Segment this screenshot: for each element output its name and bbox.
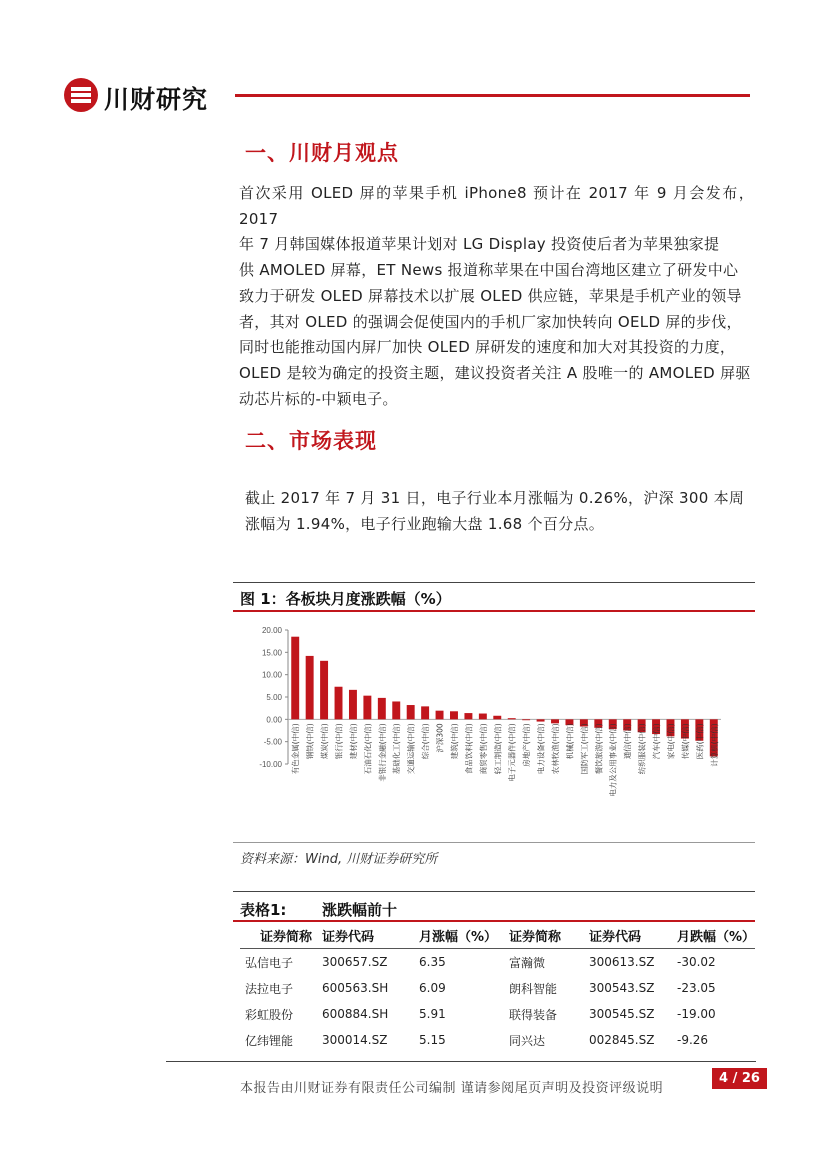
x-tick-label: 商贸零售(中信) <box>478 723 488 775</box>
column-header: 证券代码 <box>589 922 677 949</box>
figure-top-rule <box>233 582 755 583</box>
x-tick-label: 机械(中信) <box>565 723 575 760</box>
y-tick-label: 20.00 <box>261 626 282 635</box>
table-cell: 5.91 <box>419 1007 446 1021</box>
footer-disclaimer: 本报告由川财证券有限责任公司编制 谨请参阅尾页声明及投资评级说明 <box>240 1081 664 1096</box>
x-tick-label: 传媒(中信) <box>680 723 690 760</box>
y-tick-label: 0.00 <box>266 715 282 725</box>
table-header-row <box>240 922 755 949</box>
y-tick-label: 15.00 <box>261 648 282 658</box>
table-cell: -9.26 <box>677 1033 709 1047</box>
table-top-rule <box>233 891 755 892</box>
y-tick-label: 10.00 <box>261 670 282 680</box>
bar <box>335 687 343 720</box>
paragraph-line: 年 7 月韩国媒体报道苹果计划对 LG Display 投资使后者为苹果独家提 <box>239 235 720 254</box>
bar <box>421 706 429 719</box>
table-cell: 600563.SH <box>322 981 389 995</box>
x-tick-label: 沪深300 <box>435 723 445 753</box>
bar <box>493 716 501 720</box>
table-cell: 002845.SZ <box>589 1033 655 1047</box>
x-tick-label: 餐饮旅游(中信) <box>594 723 604 775</box>
x-tick-label: 家电(中信) <box>666 723 676 760</box>
x-tick-label: 银行(中信) <box>334 723 344 760</box>
x-tick-label: 钢铁(中信) <box>305 723 315 760</box>
x-tick-label: 电子元器件(中信) <box>507 723 517 782</box>
table-cell: 亿纬锂能 <box>245 1033 294 1048</box>
paragraph-line: 动芯片标的-中颖电子。 <box>239 389 398 408</box>
figure-title-rule <box>233 610 755 612</box>
x-tick-label: 轻工制造(中信) <box>493 723 503 775</box>
bar <box>407 705 415 719</box>
paragraph-line: OLED 是较为确定的投资主题，建议投资者关注 A 股唯一的 AMOLED 屏驱 <box>239 363 751 382</box>
bar <box>306 656 314 719</box>
bar <box>551 719 559 723</box>
footer-rule <box>166 1061 756 1062</box>
table-cell: 300014.SZ <box>322 1033 388 1047</box>
table-cell: 300657.SZ <box>322 955 388 969</box>
table-cell: 300613.SZ <box>589 955 655 969</box>
bar <box>479 714 487 720</box>
brand-logo-icon <box>64 78 98 112</box>
y-tick-label: -10.00 <box>259 760 282 769</box>
x-tick-label: 纺织服装(中信) <box>637 723 647 775</box>
section-1-body <box>239 181 754 412</box>
bar <box>522 719 530 720</box>
paragraph-line: 者，其对 OLED 的强调会促使国内的手机厂家加快转向 OELD 屏的步伐， <box>239 312 742 331</box>
table-row <box>240 1001 755 1027</box>
x-tick-label: 电力设备(中信) <box>536 723 546 775</box>
figure-source: 资料来源：Wind, 川财证券研究所 <box>240 852 438 867</box>
source-rule <box>233 842 755 843</box>
table-cell: 富瀚微 <box>509 955 546 970</box>
bar <box>392 701 400 719</box>
x-tick-label: 汽车(中信) <box>652 723 662 760</box>
column-header: 月涨幅（%） <box>419 922 509 949</box>
paragraph-line: 同时也能推动国内屏厂加快 OLED 屏研发的速度和加大对其投资的力度， <box>239 338 736 357</box>
y-tick-label: 5.00 <box>266 693 282 702</box>
table-cell: 600884.SH <box>322 1007 389 1021</box>
x-tick-label: 农林牧渔(中信) <box>551 723 561 775</box>
x-tick-label: 房地产(中信) <box>522 723 532 767</box>
table-cell: 300543.SZ <box>589 981 655 995</box>
x-tick-label: 非银行金融(中信) <box>377 723 387 782</box>
x-tick-label: 交通运输(中信) <box>406 723 416 775</box>
x-tick-label: 国防军工(中信) <box>579 723 589 775</box>
y-tick-label: -5.00 <box>263 737 282 747</box>
x-tick-label: 通信(中信) <box>623 723 633 760</box>
table-cell: 彩虹股份 <box>245 1007 294 1022</box>
bar <box>320 661 328 720</box>
x-tick-label: 食品饮料(中信) <box>464 723 474 775</box>
table-cell: 同兴达 <box>509 1033 546 1048</box>
bar <box>436 711 444 720</box>
header-rule <box>235 94 750 97</box>
paragraph-line: 截止 2017 年 7 月 31 日，电子行业本月涨幅为 0.26%，沪深 300 本周 <box>245 489 745 507</box>
bar <box>291 637 299 720</box>
table-subtitle: 涨跌幅前十 <box>322 901 398 919</box>
figure-title: 图 1：各板块月度涨跌幅（%） <box>240 590 451 608</box>
paragraph-line: 致力于研发 OLED 屏幕技术以扩展 OLED 供应链，苹果是手机产业的领导 <box>239 286 742 305</box>
bar <box>508 718 516 719</box>
table-cell: -23.05 <box>677 981 716 995</box>
x-tick-label: 煤炭(中信) <box>320 723 330 760</box>
table-title: 表格1: <box>240 901 287 919</box>
paragraph-line: 供 AMOLED 屏幕，ET News 报道称苹果在中国台湾地区建立了研发中心 <box>239 261 739 280</box>
column-header: 证券代码 <box>322 922 419 949</box>
table-cell: -19.00 <box>677 1007 716 1021</box>
x-tick-label: 石油石化(中信) <box>363 723 373 775</box>
column-header: 证券简称 <box>240 922 322 949</box>
x-tick-label: 电力及公用事业(中信) <box>608 723 618 797</box>
table-row <box>240 975 755 1001</box>
table-cell: 联得装备 <box>509 1007 558 1022</box>
bar <box>363 696 371 720</box>
table-cell: 5.15 <box>419 1033 446 1047</box>
column-header: 月跌幅（%） <box>677 922 755 949</box>
sector-change-bar-chart <box>233 615 755 840</box>
table-cell: -30.02 <box>677 955 716 969</box>
paragraph-line: 首次采用 OLED 屏的苹果手机 iPhone8 预计在 2017 年 9 月会发布，2017 <box>239 184 754 228</box>
table-cell: 6.35 <box>419 955 446 969</box>
x-tick-label: 医药(中信) <box>695 723 705 760</box>
x-tick-label: 综合(中信) <box>421 723 431 760</box>
paragraph-line: 涨幅为 1.94%，电子行业跑输大盘 1.68 个百分点。 <box>245 514 605 533</box>
section-2-body <box>245 486 755 537</box>
table-cell: 300545.SZ <box>589 1007 655 1021</box>
top-ten-table <box>240 922 755 1053</box>
column-header: 证券简称 <box>509 922 589 949</box>
bar <box>464 713 472 719</box>
bar <box>378 698 386 719</box>
x-tick-label: 建材(中信) <box>348 723 358 760</box>
brand-name: 川财研究 <box>104 85 209 114</box>
x-tick-label: 有色金属(中信) <box>291 723 301 775</box>
x-tick-label: 基础化工(中信) <box>392 723 402 775</box>
x-tick-label: 计算机(中信) <box>709 723 719 767</box>
section-1-title: 一、川财月观点 <box>245 141 399 165</box>
x-tick-label: 建筑(中信) <box>449 723 459 760</box>
table-row <box>240 949 755 976</box>
bar <box>537 719 545 721</box>
table-cell: 弘信电子 <box>245 955 294 970</box>
bar <box>450 711 458 719</box>
section-2-title: 二、市场表现 <box>245 429 377 453</box>
table-cell: 法拉电子 <box>245 981 294 996</box>
table-cell: 朗科智能 <box>509 981 558 996</box>
bar <box>349 690 357 719</box>
table-row <box>240 1027 755 1053</box>
page-number: 4 / 26 <box>712 1068 767 1089</box>
table-cell: 6.09 <box>419 981 446 995</box>
